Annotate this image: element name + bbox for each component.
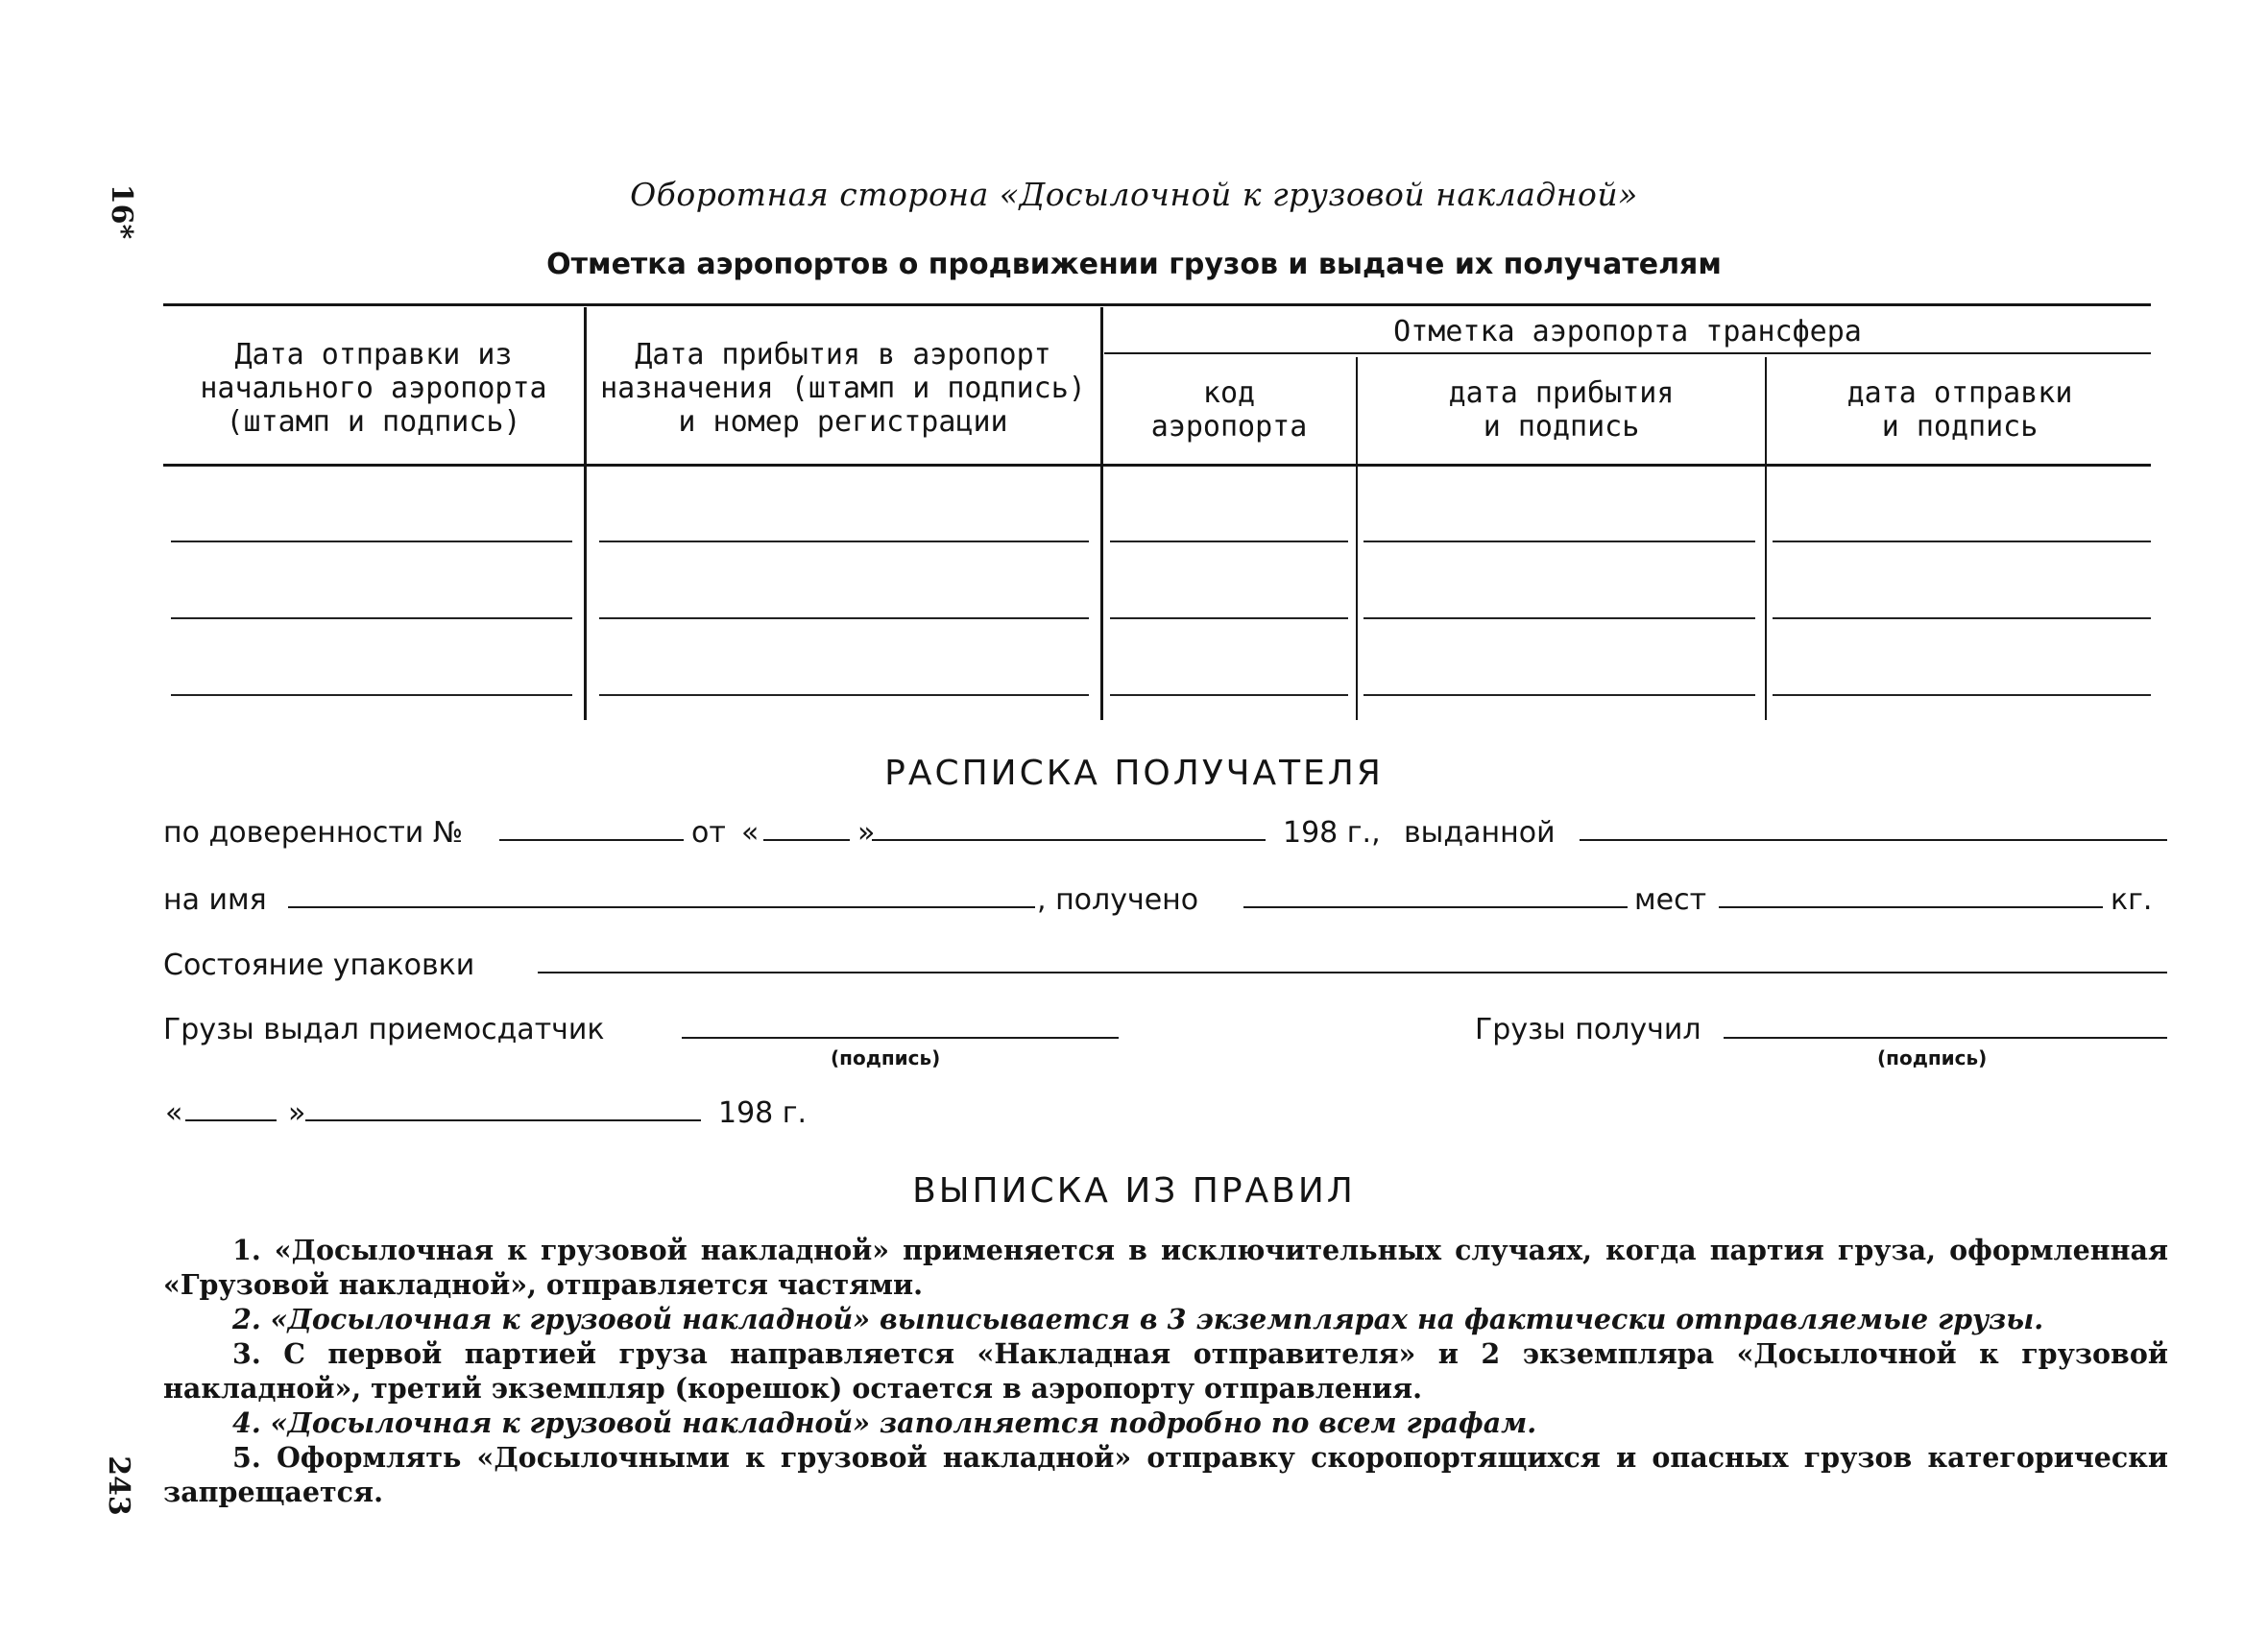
column-divider-3 [1356, 357, 1358, 720]
page-number-bottom: 243 [101, 1455, 135, 1516]
received-by-label: Грузы получил [1475, 1013, 1701, 1046]
rules-title: ВЫПИСКА ИЗ ПРАВИЛ [912, 1171, 1356, 1211]
year-label-2: 198 г. [718, 1096, 808, 1130]
recipient-signature-field[interactable] [1724, 1037, 2167, 1039]
weight-field[interactable] [1719, 906, 2103, 908]
transfer-header-divider [1104, 352, 2151, 354]
issued-by-field[interactable] [1580, 839, 2167, 841]
col-header-transfer: Отметка аэропорта трансфера [1393, 315, 1862, 348]
power-of-attorney-label: по доверенности № [163, 816, 464, 850]
subheader-departure-sign: дата отправки и подпись [1846, 376, 2073, 444]
date-day-field[interactable] [185, 1119, 277, 1121]
table-heading: Отметка аэропортов о продвижении грузов и выдаче их получателям [546, 248, 1722, 281]
rule-item-2: 2. «Досылочная к грузовой накладной» выписывается в 3 экземплярах на фактически отправляемые грузы. [232, 1303, 2044, 1335]
table-top-border [163, 303, 2151, 306]
column-divider-4 [1765, 357, 1767, 720]
column-divider-1 [584, 307, 587, 720]
places-label: мест [1634, 883, 1707, 917]
from-label: от [691, 816, 726, 850]
rules-list [163, 1233, 2168, 1509]
issued-label: выданной [1404, 816, 1556, 850]
rule-item-4: 4. «Досылочная к грузовой накладной» заполняется подробно по всем графам. [232, 1406, 1537, 1439]
recipient-name-field[interactable] [288, 906, 1035, 908]
subheader-arrival-sign: дата прибытия и подпись [1448, 376, 1675, 444]
rule-item-3: 3. С первой партией груза направляется «Накладная отправителя» и 2 экземпляра «Досылочной к грузовой накладной», третий экземпляр (корешок) остается в аэропорту отправления. [163, 1337, 2168, 1405]
packing-condition-field[interactable] [538, 972, 2167, 973]
signature-caption-1: (подпись) [831, 1046, 941, 1069]
received-label: , получено [1037, 883, 1199, 917]
power-day-field[interactable] [763, 839, 850, 841]
subheader-airport-code: код аэропорта [1150, 376, 1308, 444]
places-count-field[interactable] [1243, 906, 1628, 908]
kg-label: кг. [2111, 883, 2153, 917]
col-header-arrival-date: Дата прибытия в аэропорт назначения (штамп и подпись) и номер регистрации [600, 338, 1086, 439]
clerk-signature-field[interactable] [682, 1037, 1119, 1039]
rule-item-1: 1. «Досылочная к грузовой накладной» применяется в исключительных случаях, когда партия груза, оформленная «Грузовой накладной», отправляется частями. [163, 1234, 2168, 1301]
name-label: на имя [163, 883, 267, 917]
receipt-title: РАСПИСКА ПОЛУЧАТЕЛЯ [884, 754, 1384, 793]
col-header-departure-date: Дата отправки из начального аэропорта (штамп и подпись) [200, 338, 547, 439]
signature-caption-2: (подпись) [1877, 1046, 1988, 1069]
rule-item-5: 5. Оформлять «Досылочными к грузовой накладной» отправку скоропортящихся и опасных грузов категорически запрещается. [163, 1441, 2168, 1508]
packing-label: Состояние упаковки [163, 949, 475, 982]
power-of-attorney-number-field[interactable] [499, 839, 684, 841]
issued-by-clerk-label: Грузы выдал приемосдатчик [163, 1013, 605, 1046]
year-label-1: 198 г., [1283, 816, 1381, 850]
page-subtitle: Оборотная сторона «Досылочной к грузовой накладной» [630, 176, 1638, 213]
column-divider-2 [1100, 307, 1103, 720]
page-number-top: 16* [105, 183, 139, 240]
power-month-field[interactable] [872, 839, 1266, 841]
date-month-field[interactable] [305, 1119, 701, 1121]
table-header-bottom-border [163, 464, 2151, 467]
